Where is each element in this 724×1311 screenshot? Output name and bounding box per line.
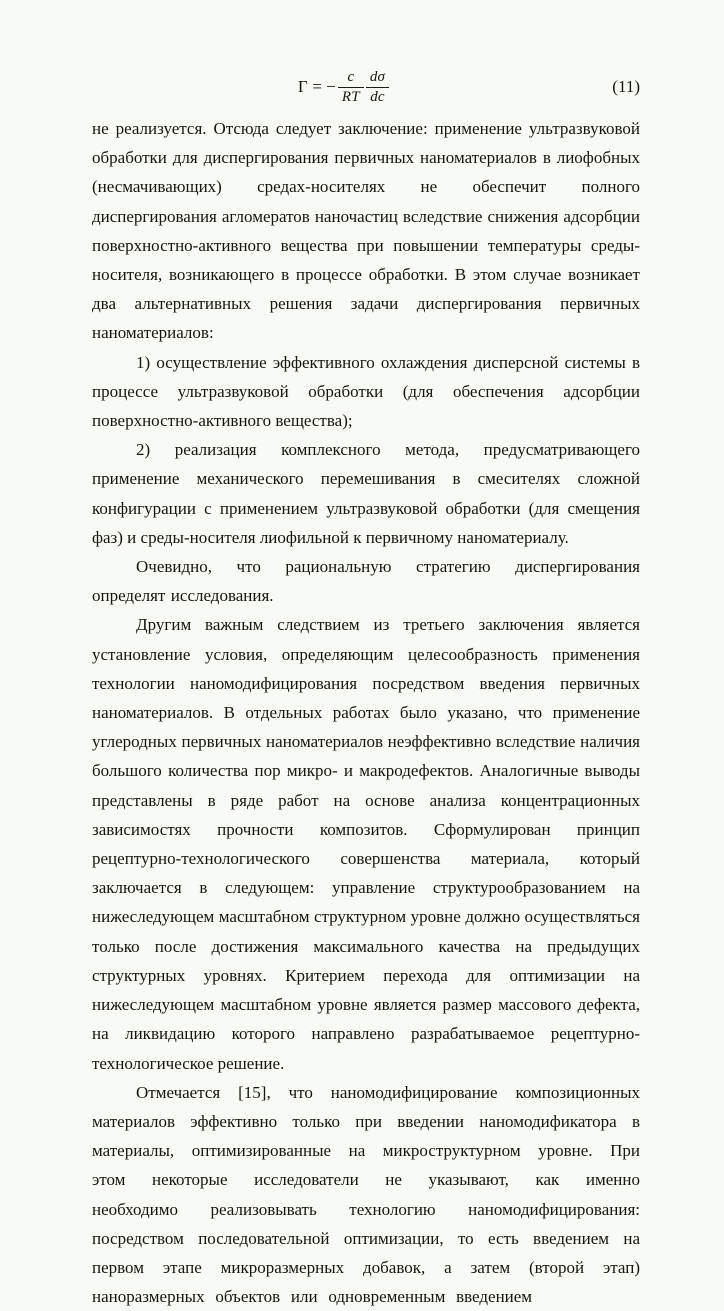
equation-number: (11)	[612, 77, 640, 96]
paragraph-list-item-1: 1) осуществление эффективного охлаждения дисперсной системы в процессе ультразвуковой обработки (для обеспечения адсорбции поверхностно-активного вещества);	[92, 352, 640, 431]
equation-fraction-dsigma-over-dc	[366, 69, 389, 104]
paragraph-list-item-2: 2) реализация комплексного метода, предусматривающего применение механического перемешивания в смесителях сложной конфигурации с применением ультразвуковой обработки (для смещения фаз) и среды-носителя лиофильной к первичному наноматериалу.	[92, 440, 640, 547]
fraction-numerator: c	[347, 69, 355, 86]
equation-fraction-c-over-rt	[338, 69, 364, 104]
body-text-flow	[92, 114, 640, 1311]
paragraph-obvious: Очевидно, что рациональную стратегию диспергирования определят исследования.	[92, 557, 640, 606]
paragraph-continuation: не реализуется. Отсюда следует заключение: применение ультразвуковой обработки для диспергирования первичных наноматериалов в лиофобных (несмачивающих) средах-носителях не обеспечит полного диспергирования агломератов наночастиц вследствие снижения адсорбции поверхностно-активного вещества при повышении температуры среды-носителя, возникающего в процессе обработки. В этом случае возникает два альтернативных решения задачи диспергирования первичных наноматериалов:	[92, 119, 640, 343]
equation-minus-sign: −	[326, 77, 336, 96]
display-equation-row	[92, 58, 640, 116]
equation-left-side: Γ =	[297, 77, 323, 96]
paragraph-another-consequence: Другим важным следствием из третьего заключения является установление условия, определяющим целесообразность применения технологии наномодифицирования посредством введения первичных наноматериалов. В отдельных работах было указано, что применение углеродных первичных наноматериалов неэффективно вследствие наличия большого количества пор микро- и макродефектов. Аналогичные выводы представлены в ряде работ на основе анализа концентрационных зависимостях прочности композитов. Сформулирован принцип рецептурно-технологического совершенства материала, который заключается в следующем: управление структурообразованием на нижеследующем масштабном структурном уровне должно осуществляться только после достижения максимального качества на предыдущих структурных уровнях. Критерием перехода для оптимизации на нижеследующем масштабном уровне является размер массового дефекта, на ликвидацию которого направлено разрабатываемое рецептурно-технологическое решение.	[92, 615, 640, 1073]
fraction-denominator: dc	[366, 87, 389, 105]
equation-gibbs-adsorption	[298, 69, 390, 104]
equation-block	[92, 0, 640, 116]
fraction-denominator: RT	[338, 87, 364, 105]
fraction-numerator: dσ	[369, 69, 386, 86]
paragraph-noted-reference-15: Отмечается [15], что наномодифицирование композиционных материалов эффективно только при введении наномодификатора в материалы, оптимизированные на микроструктурном уровне. При этом некоторые исследователи не указывают, как именно необходимо реализовывать технологию наномодифицирования: посредством последовательной оптимизации, то есть введением на первом этапе микроразмерных добавок, а затем (второй этап) наноразмерных объектов или одновременным введением	[92, 1082, 640, 1307]
